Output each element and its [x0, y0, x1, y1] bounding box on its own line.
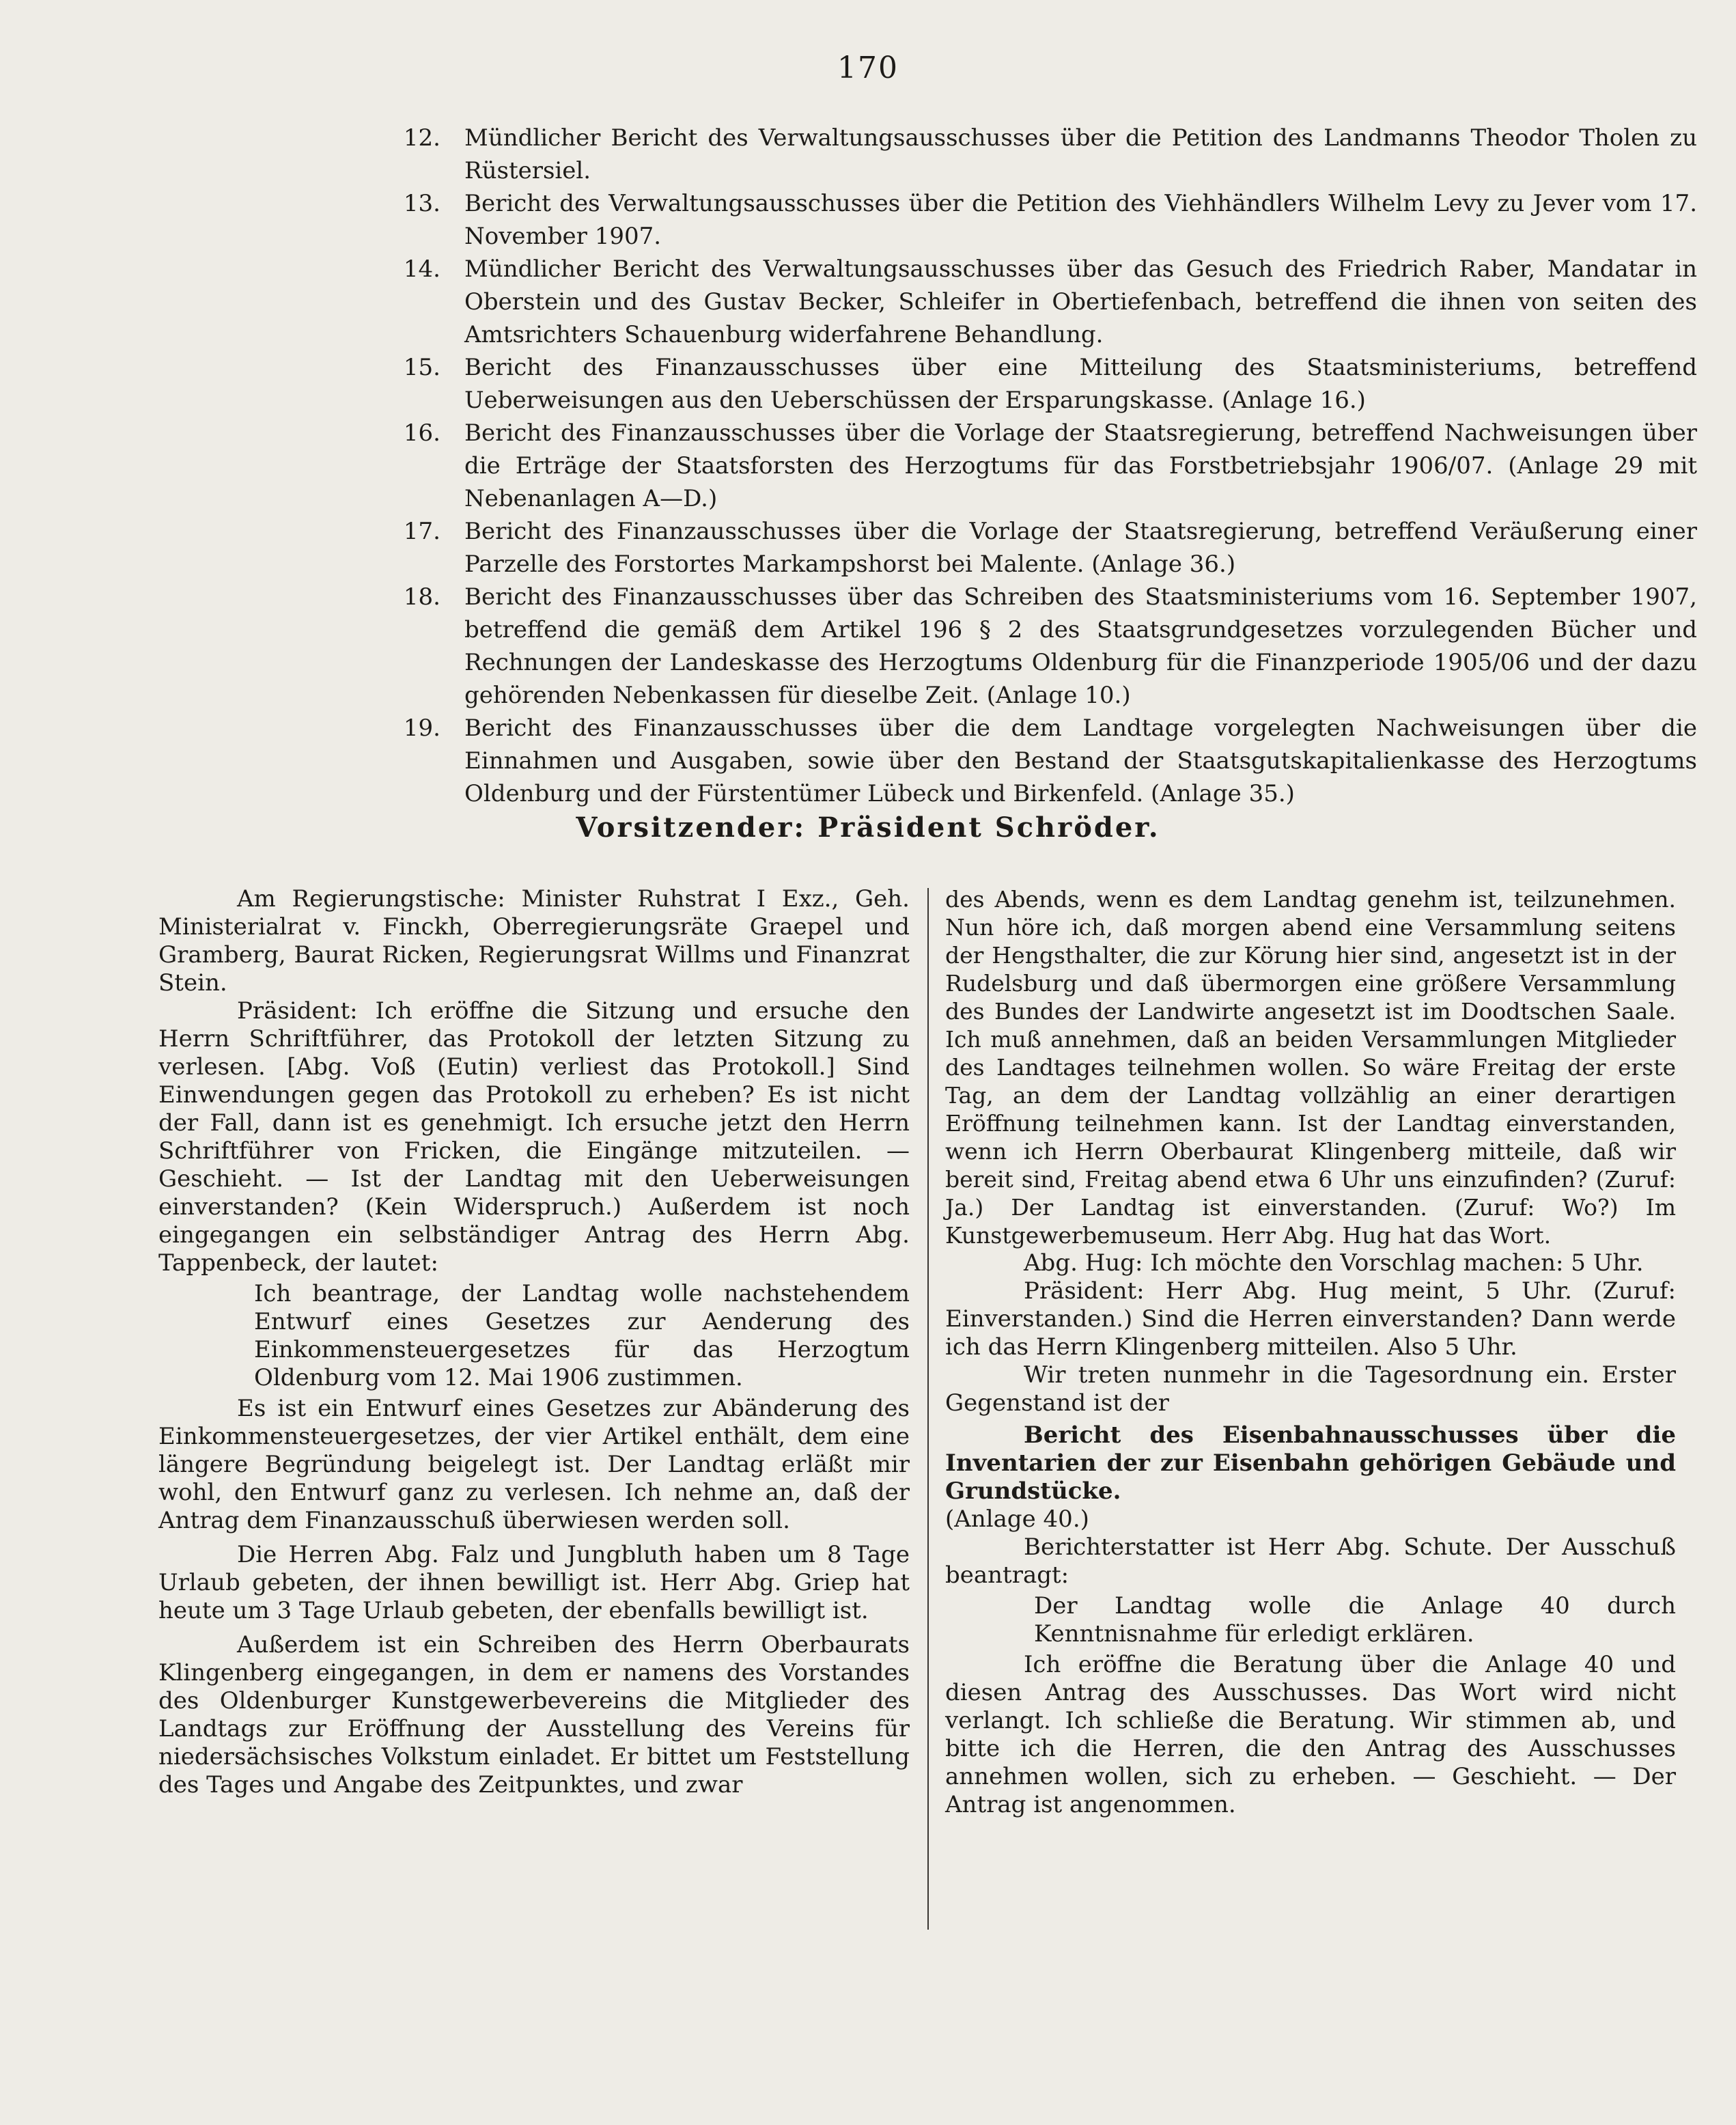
- paragraph-agenda-start: Wir treten nunmehr in die Tagesordnung ein. Erster Gegenstand ist der: [945, 1361, 1676, 1417]
- agenda-item-text: Bericht des Finanzausschusses über die dem Landtage vorgelegten Nachweisungen über die Einnahmen und Ausgaben, sowie über den Bestand der Staatsgutskapitalienkasse des Herzogtums Oldenburg und der Fürstentümer Lübeck und Birkenfeld. (Anlage 35.): [464, 714, 1697, 807]
- agenda-item: [382, 712, 1697, 810]
- agenda-item-number: 12.: [403, 124, 440, 152]
- quoted-committee-motion: Der Landtag wolle die Anlage 40 durch Kenntnisnahme für erledigt erklären.: [1034, 1592, 1676, 1648]
- agenda-item-text: Bericht des Verwaltungsausschusses über die Petition des Viehhändlers Wilhelm Levy zu Jever vom 17. November 1907.: [464, 190, 1697, 250]
- paragraph-leave: Die Herren Abg. Falz und Jungbluth haben um 8 Tage Urlaub gebeten, der ihnen bewilligt ist. Herr Abg. Griep hat heute um 3 Tage Urlaub gebeten, der ebenfalls bewilligt ist.: [158, 1541, 910, 1624]
- agenda-item-text: Mündlicher Bericht des Verwaltungsausschusses über das Gesuch des Friedrich Raber, Mandatar in Oberstein und des Gustav Becker, Schleifer in Obertiefenbach, betreffend die ihnen von seiten des Amtsrichters Schauenburg widerfahrene Behandlung.: [464, 255, 1697, 348]
- left-column: [158, 885, 910, 1799]
- quoted-motion: Ich beantrage, der Landtag wolle nachstehendem Entwurf eines Gesetzes zur Aenderung des Einkommensteuergesetzes für das Herzogtum Oldenburg vom 12. Mai 1906 zustimmen.: [254, 1280, 910, 1391]
- agenda-item-text: Bericht des Finanzausschusses über die Vorlage der Staatsregierung, betreffend Nachweisungen über die Erträge der Staatsforsten des Herzogtums für das Forstbetriebsjahr 1906/07. (Anlage 29 mit Nebenanlagen A—D.): [464, 419, 1697, 512]
- agenda-item-text: Mündlicher Bericht des Verwaltungsausschusses über die Petition des Landmanns Theodor Tholen zu Rüstersiel.: [464, 124, 1697, 184]
- agenda-item: [382, 417, 1697, 515]
- chair-heading: Vorsitzender: Präsident Schröder.: [576, 811, 1160, 844]
- annex-reference: (Anlage 40.): [945, 1505, 1089, 1533]
- page-number: 170: [837, 51, 899, 85]
- paragraph-abg-hug: Abg. Hug: Ich möchte den Vorschlag machen: 5 Uhr.: [1024, 1249, 1644, 1277]
- agenda-item-text: Bericht des Finanzausschusses über die Vorlage der Staatsregierung, betreffend Veräußerung einer Parzelle des Forstortes Markampshorst bei Malente. (Anlage 36.): [464, 518, 1697, 578]
- agenda-item-number: 16.: [403, 419, 440, 447]
- agenda-item-text: Bericht des Finanzausschusses über das Schreiben des Staatsministeriums vom 16. September 1907, betreffend die gemäß dem Artikel 196 § 2 des Staatsgrundgesetzes vorzulegenden Bücher und Rechnungen der Landeskasse des Herzogtums Oldenburg für die Finanzperiode 1905/06 und der dazu gehörenden Nebenkassen für dieselbe Zeit. (Anlage 10.): [464, 583, 1697, 709]
- paragraph-rapporteur: Berichterstatter ist Herr Abg. Schute. Der Ausschuß beantragt:: [945, 1533, 1676, 1589]
- agenda-item: [382, 187, 1697, 253]
- agenda-item-number: 17.: [403, 518, 440, 545]
- agenda-list: [382, 122, 1697, 810]
- agenda-item-number: 19.: [403, 714, 440, 742]
- report-heading: Bericht des Eisenbahnausschusses über die Inventarien der zur Eisenbahn gehörigen Gebäude und Grundstücke.: [945, 1421, 1676, 1505]
- agenda-item: [382, 515, 1697, 581]
- paragraph-president-reply: Präsident: Herr Abg. Hug meint, 5 Uhr. (Zuruf: Einverstanden.) Sind die Herren einverstanden? Dann werde ich das Herrn Klingenberg mitteilen. Also 5 Uhr.: [945, 1277, 1676, 1361]
- column-divider: [927, 888, 929, 1930]
- agenda-item: [382, 253, 1697, 351]
- paragraph-president-opening: Präsident: Ich eröffne die Sitzung und ersuche den Herrn Schriftführer, das Protokoll der letzten Sitzung zu verlesen. [Abg. Voß (Eutin) verliest das Protokoll.] Sind Einwendungen gegen das Protokoll zu erheben? Es ist nicht der Fall, dann ist es genehmigt. Ich ersuche jetzt den Herrn Schriftführer von Fricken, die Eingänge mitzuteilen. — Geschieht. — Ist der Landtag mit den Ueberweisungen einverstanden? (Kein Widerspruch.) Außerdem ist noch eingegangen ein selbständiger Antrag des Herrn Abg. Tappenbeck, der lautet:: [158, 997, 910, 1277]
- paragraph-government-bench: Am Regierungstische: Minister Ruhstrat I Exz., Geh. Ministerialrat v. Finckh, Oberregierungsräte Graepel und Gramberg, Baurat Ricken, Regierungsrat Willms und Finanzrat Stein.: [158, 885, 910, 997]
- agenda-item: [382, 581, 1697, 712]
- agenda-item-number: 13.: [403, 190, 440, 217]
- paragraph-draft-law: Es ist ein Entwurf eines Gesetzes zur Abänderung des Einkommensteuergesetzes, der vier Artikel enthält, dem eine längere Begründung beigelegt ist. Der Landtag erläßt mir wohl, den Entwurf ganz zu verlesen. Ich nehme an, daß der Antrag dem Finanzausschuß überwiesen werden soll.: [158, 1395, 910, 1534]
- agenda-item-text: Bericht des Finanzausschusses über eine Mitteilung des Staatsministeriums, betreffend Ueberweisungen aus den Ueberschüssen der Ersparungskasse. (Anlage 16.): [464, 354, 1697, 414]
- agenda-item-number: 14.: [403, 255, 440, 283]
- right-column: [945, 885, 1676, 1819]
- agenda-item-number: 18.: [403, 583, 440, 611]
- paragraph-vote: Ich eröffne die Beratung über die Anlage 40 und diesen Antrag des Ausschusses. Das Wort wird nicht verlangt. Ich schließe die Beratung. Wir stimmen ab, und bitte ich die Herren, die den Antrag des Ausschusses annehmen wollen, sich zu erheben. — Geschieht. — Der Antrag ist angenommen.: [945, 1651, 1676, 1818]
- paragraph-continuation: des Abends, wenn es dem Landtag genehm ist, teilzunehmen. Nun höre ich, daß morgen abend eine Versammlung seitens der Hengsthalter, die zur Körung hier sind, angesetzt ist in der Rudelsburg und daß übermorgen eine größere Versammlung des Bundes der Landwirte angesetzt ist im Doodtschen Saale. Ich muß annehmen, daß an beiden Versammlungen Mitglieder des Landtages teilnehmen wollen. So wäre Freitag der erste Tag, an dem der Landtag vollzählig an einer derartigen Eröffnung teilnehmen kann. Ist der Landtag einverstanden, wenn ich Herrn Oberbaurat Klingenberg mitteile, daß wir bereit sind, Freitag abend etwa 6 Uhr uns einzufinden? (Zuruf: Ja.) Der Landtag ist einverstanden. (Zuruf: Wo?) Im Kunstgewerbemuseum. Herr Abg. Hug hat das Wort.: [945, 886, 1676, 1249]
- agenda-item: [382, 122, 1697, 187]
- agenda-item-number: 15.: [403, 354, 440, 381]
- paragraph-invitation: Außerdem ist ein Schreiben des Herrn Oberbaurats Klingenberg eingegangen, in dem er namens des Vorstandes des Oldenburger Kunstgewerbevereins die Mitglieder des Landtags zur Eröffnung der Ausstellung des Vereins für niedersächsisches Volkstum einladet. Er bittet um Feststellung des Tages und Angabe des Zeitpunktes, und zwar: [158, 1631, 910, 1798]
- agenda-item: [382, 351, 1697, 417]
